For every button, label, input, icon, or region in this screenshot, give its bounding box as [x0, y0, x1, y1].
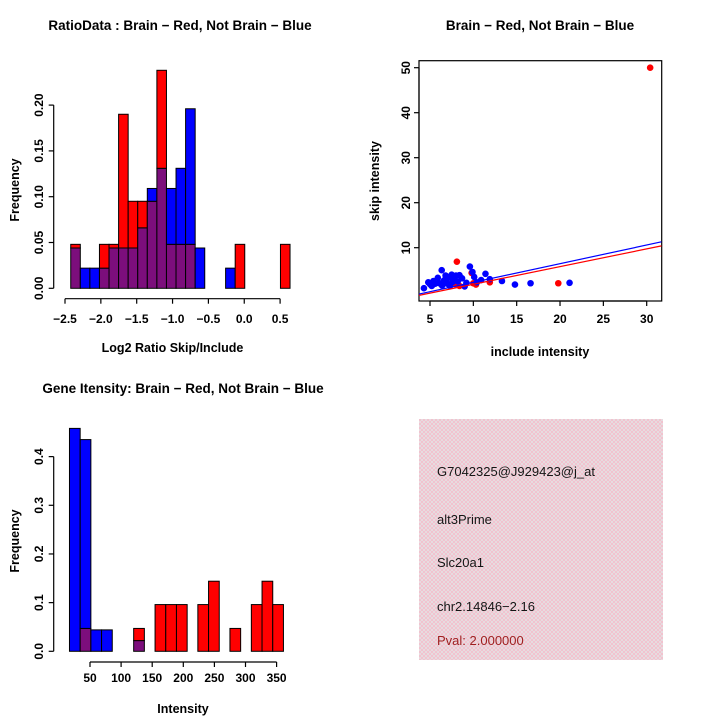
hist-bar-overlap: [138, 228, 148, 288]
chromosome-location-text: chr2.14846−2.16: [437, 599, 535, 614]
plot-box: [419, 61, 662, 301]
x-tick-label: −2.5: [53, 312, 77, 326]
hist-bar-blue: [90, 268, 100, 288]
hist-bar-overlap: [71, 248, 81, 288]
pval-text: Pval: 2.000000: [437, 633, 524, 648]
hist-bar-overlap: [166, 244, 176, 288]
hist-bar-blue: [69, 428, 80, 651]
y-tick-label: 0.20: [32, 93, 47, 117]
hist-bar-red: [166, 605, 177, 652]
x-tick-label: 100: [111, 671, 132, 685]
hist-bar-red: [198, 605, 209, 652]
hist-bar-overlap: [147, 201, 157, 288]
scatter-xlabel: include intensity: [490, 345, 590, 359]
hist-bar-blue: [176, 168, 186, 244]
y-tick-label: 0.05: [32, 230, 47, 255]
hist-bar-blue: [80, 268, 90, 288]
hist-bar-red: [262, 581, 273, 651]
x-tick-label: 50: [83, 671, 97, 685]
hist-bar-red: [273, 605, 284, 652]
gene-symbol-text: Slc20a1: [437, 555, 484, 570]
hist-bar-overlap: [119, 248, 129, 288]
y-tick-label: 0.10: [32, 185, 47, 209]
hist-bar-red: [128, 201, 138, 248]
x-tick-label: 200: [173, 671, 194, 685]
fit-line-red: [419, 246, 661, 296]
hist-bar-red: [155, 605, 166, 652]
scatter-title: Brain − Red, Not Brain − Blue: [445, 18, 635, 33]
hist-bar-overlap: [109, 248, 119, 288]
x-tick-label: 10: [466, 312, 481, 326]
hist-bar-red: [230, 628, 241, 651]
scatter-point-red: [555, 280, 562, 287]
scatter-point-blue: [438, 267, 445, 274]
x-tick-label: 300: [235, 671, 256, 685]
x-tick-label: 30: [640, 312, 654, 326]
y-tick-label: 0.2: [32, 545, 47, 563]
y-tick-label: 0.4: [32, 448, 47, 465]
hist-bar-red: [119, 114, 129, 248]
x-tick-label: 15: [510, 312, 524, 326]
fit-line-blue: [419, 242, 661, 294]
hist-bar-blue: [226, 268, 236, 288]
scatter-point-blue: [527, 280, 534, 287]
hist-bar-blue: [186, 109, 196, 245]
y-tick-label: 50: [399, 61, 414, 75]
hist-bar-overlap: [176, 244, 186, 288]
scatter-point-blue: [421, 285, 428, 292]
x-tick-label: −0.5: [196, 312, 221, 326]
hist-bar-overlap: [128, 248, 138, 288]
ratio-hist-ylabel: Frequency: [8, 158, 22, 222]
x-tick-label: 0.5: [271, 312, 289, 326]
hist-bar-red: [138, 201, 148, 228]
hist-bar-red: [157, 70, 167, 168]
hist-bar-blue: [102, 630, 113, 651]
x-tick-label: 0.0: [235, 312, 253, 326]
hist-bar-overlap: [186, 244, 196, 288]
x-tick-label: 5: [426, 312, 434, 326]
x-tick-label: −1.5: [124, 312, 149, 326]
y-tick-label: 0.3: [32, 496, 47, 514]
probe-id-text: G7042325@J929423@j_at: [437, 464, 595, 479]
x-tick-label: 350: [266, 671, 287, 685]
x-tick-label: 250: [204, 671, 225, 685]
hist-bar-blue: [80, 440, 91, 629]
scatter-point-blue: [566, 280, 573, 287]
y-tick-label: 0.0: [32, 642, 47, 660]
scatter-ylabel: skip intensity: [368, 141, 382, 221]
y-tick-label: 0.00: [32, 276, 47, 300]
hist-bar-red: [134, 628, 145, 640]
hist-bar-blue: [147, 188, 157, 201]
y-tick-label: 20: [399, 196, 414, 210]
hist-bar-overlap: [80, 628, 91, 651]
y-tick-label: 10: [399, 241, 414, 255]
hist-bar-red: [280, 244, 290, 288]
hist-bar-overlap: [134, 641, 145, 652]
scatter-point-red: [454, 258, 461, 265]
gene-info-panel: [419, 419, 663, 660]
y-tick-label: 0.1: [32, 594, 47, 611]
hist-bar-blue: [195, 248, 205, 288]
gene-hist-ylabel: Frequency: [8, 509, 22, 573]
ratio-histogram-title: RatioData : Brain − Red, Not Brain − Blue: [48, 18, 312, 33]
scatter-point-blue: [482, 271, 489, 278]
x-tick-label: −1.0: [160, 312, 185, 326]
splice-type-text: alt3Prime: [437, 512, 492, 527]
hist-bar-red: [251, 605, 262, 652]
x-tick-label: 25: [596, 312, 611, 326]
hist-bar-overlap: [99, 268, 109, 288]
gene-hist-xlabel: Intensity: [157, 702, 209, 716]
y-tick-label: 30: [399, 151, 414, 165]
hist-bar-red: [71, 244, 81, 248]
y-tick-label: 40: [399, 106, 414, 120]
gene-intensity-title: Gene Itensity: Brain − Red, Not Brain − Blue: [42, 381, 324, 396]
hist-bar-red: [176, 605, 187, 652]
hist-bar-overlap: [157, 168, 167, 288]
scatter-point-blue: [512, 281, 519, 288]
hist-bar-red: [99, 244, 109, 268]
x-tick-label: 20: [553, 312, 567, 326]
hist-bar-red: [235, 244, 245, 288]
hist-bar-red: [109, 244, 119, 248]
x-tick-label: −2.0: [88, 312, 113, 326]
hist-bar-blue: [91, 630, 102, 651]
scatter-point-red: [647, 64, 654, 71]
ratio-hist-xlabel: Log2 Ratio Skip/Include: [101, 341, 244, 355]
x-tick-label: 150: [142, 671, 163, 685]
hist-bar-red: [209, 581, 220, 651]
y-tick-label: 0.15: [32, 139, 47, 163]
hist-bar-blue: [166, 188, 176, 244]
